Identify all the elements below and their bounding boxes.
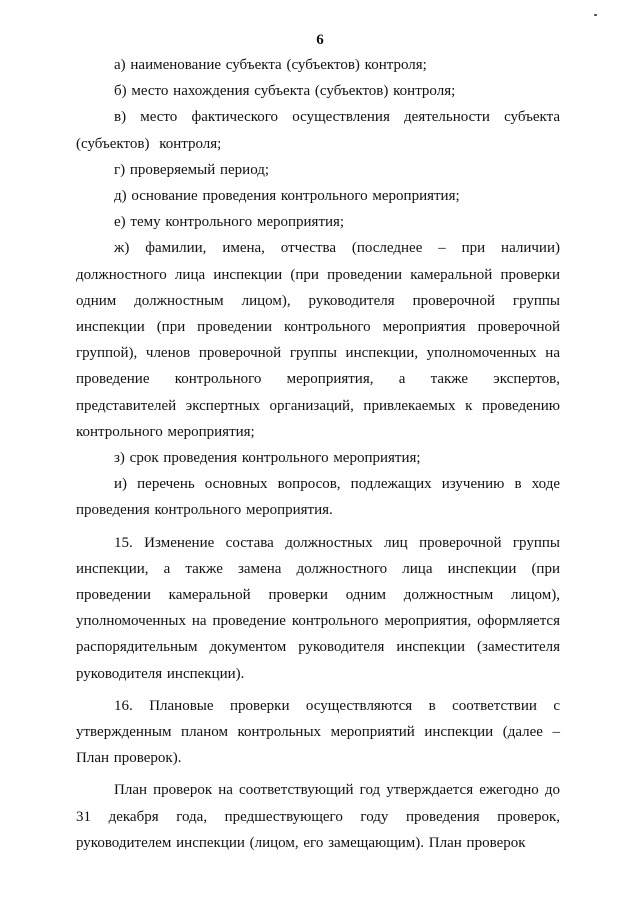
scan-mark xyxy=(594,14,597,16)
paragraph-zh: ж) фамилии, имена, отчества (последнее – при наличии) должностного лица инспекции (при проведении камеральной проверки одним должностным лицом), руководителя проверочной группы инспекции (при проведении контрольного мероприятия проверочной группой), членов проверочной группы инспекции, уполномоченных на проведение контрольного мероприятия, а также экспертов, представителей экспертных организаций, привлекаемых к проведению контрольного мероприятия; xyxy=(76,240,560,440)
document-body xyxy=(76,52,560,856)
page-number: 6 xyxy=(316,32,324,48)
paragraph-v: в) место фактического осуществления деятельности субъекта (субъектов) контроля; xyxy=(76,109,560,152)
paragraph-16: 16. Плановые проверки осуществляются в соответствии с утвержденным планом контрольных мероприятий инспекции (далее – План проверок). xyxy=(76,697,560,767)
paragraph-i: и) перечень основных вопросов, подлежащих изучению в ходе проведения контрольного мероприятия. xyxy=(76,476,560,519)
paragraph-z: з) срок проведения контрольного мероприятия; xyxy=(114,450,421,467)
paragraph-e: е) тему контрольного мероприятия; xyxy=(114,214,345,231)
paragraph-b: б) место нахождения субъекта (субъектов) контроля; xyxy=(114,83,456,100)
paragraph-plan: План проверок на соответствующий год утверждается ежегодно до 31 декабря года, предшествующего году проведения проверок, руководителем инспекции (лицом, его замещающим). План проверок xyxy=(76,782,560,851)
paragraph-a: а) наименование субъекта (субъектов) контроля; xyxy=(114,57,427,73)
paragraph-15: 15. Изменение состава должностных лиц проверочной группы инспекции, а также замена должностного лица инспекции (при проведении камеральной проверки одним должностным лицом), уполномоченных на проведение контрольного мероприятия, оформляется распорядительным документом руководителя инспекции (заместителя руководителя инспекции). xyxy=(76,534,560,682)
paragraph-d: д) основание проведения контрольного мероприятия; xyxy=(114,188,460,205)
paragraph-g: г) проверяемый период; xyxy=(114,161,270,178)
